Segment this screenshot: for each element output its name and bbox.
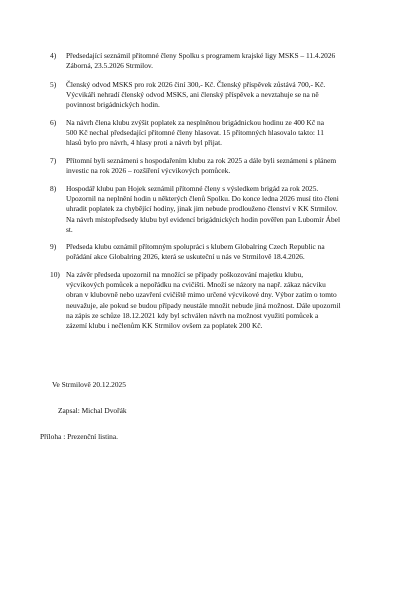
recorder-name: Zapsal: Michal Dvořák (58, 406, 127, 415)
item-text (66, 156, 380, 176)
text-line: Na návrh místopředsedy klubu byl evidencí brigádnických hodin pověřen pan Lubomír Ábel (66, 214, 341, 224)
text-line: povinnost brigádnických hodin. (66, 100, 160, 110)
item-number: 4) (50, 51, 57, 60)
text-line: obran v klubovně nebo uzavření cvičiště mimo určené výcvikové dny. Výbor zatím o tomto (66, 290, 337, 300)
text-line: Členský odvod MSKS pro rok 2026 činí 300,- Kč. Členský příspěvek zůstává 700,- Kč. (66, 80, 326, 89)
agenda-item-8 (50, 184, 380, 235)
text-line: Předseda klubu oznámil přítomným spolupráci s klubem Globalring Czech Republic na (66, 242, 325, 251)
text-line: výcvikových pomůcek a nepořádku na cvičišti. Množí se názory na např. zákaz nácviku (66, 280, 326, 290)
text-line: investic na rok 2026 – rozšíření výcvikových pomůcek. (66, 166, 231, 176)
text-line: Výcvikáři nehradí členský odvod MSKS, ani členský příspěvek a nevztahuje se na ně (66, 90, 319, 100)
item-number: 8) (50, 184, 57, 193)
item-number: 9) (50, 242, 57, 251)
text-line: uhradit poplatek za chybějící hodiny, jinak jim nebude prodlouženo členství v KK Strmilov. (66, 204, 338, 214)
text-line: Upozornil na neplnění hodin u některých členů Spolku. Do konce ledna 2026 musí tito členi (66, 194, 339, 204)
agenda-item-7 (50, 156, 380, 176)
item-text (66, 184, 380, 235)
item-number: 7) (50, 156, 57, 165)
agenda-item-5 (50, 80, 380, 111)
item-number: 10) (50, 270, 60, 279)
place-and-date: Ve Strmilově 20.12.2025 (52, 380, 126, 389)
text-line: neuvažuje, ale pokud se budou případy neustále množit nebude jiná možnost. Dále upozornil (66, 300, 341, 310)
text-line: st. (66, 224, 73, 234)
item-number: 5) (50, 80, 57, 89)
text-line: Na návrh člena klubu zvýšit poplatek za nesplněnou brigádnickou hodinu ze 400 Kč na (66, 118, 324, 127)
agenda-item-9 (50, 242, 380, 262)
text-line: Hospodář klubu pan Hojek seznámil přítomné členy s výsledkem brigád za rok 2025. (66, 184, 319, 193)
item-text (66, 242, 380, 262)
text-line: na zápis ze schůze 18.12.2021 kdy byl schválen návrh na možnost využití pomůcek a (66, 310, 319, 320)
text-line: hlasů bylo pro návrh, 4 hlasy proti a návrh byl přijat. (66, 138, 222, 148)
text-line: zázemí klubu i nečlenům KK Strmilov ovšem za poplatek 200 Kč. (66, 321, 263, 331)
item-text (66, 118, 380, 149)
text-line: Přítomní byli seznámeni s hospodařením klubu za rok 2025 a dále byli seznámeni s plánem (66, 156, 337, 165)
text-line: 500 Kč nechal předsedající přítomné členy hlasovat. 15 přítomných hlasovalo takto: 11 (66, 128, 324, 138)
text-line: pořádání akce Globalring 2026, která se uskuteční u nás ve Strmilově 18.4.2026. (66, 252, 305, 262)
item-text (66, 51, 380, 71)
agenda-item-4 (50, 51, 380, 71)
item-text (66, 270, 380, 331)
text-line: Předsedající seznámil přítomné členy Spolku s programem krajské ligy MSKS – 11.4.2026 (66, 51, 336, 60)
attachment-note: Příloha : Prezenční listina. (40, 432, 118, 441)
item-text (66, 80, 380, 111)
text-line: Na závěr předseda upozornil na množící se případy poškozování majetku klubu, (66, 270, 304, 279)
text-line: Záborná, 23.5.2026 Strmilov. (66, 61, 153, 71)
agenda-item-10 (50, 270, 380, 331)
agenda-item-6 (50, 118, 380, 149)
item-number: 6) (50, 118, 57, 127)
